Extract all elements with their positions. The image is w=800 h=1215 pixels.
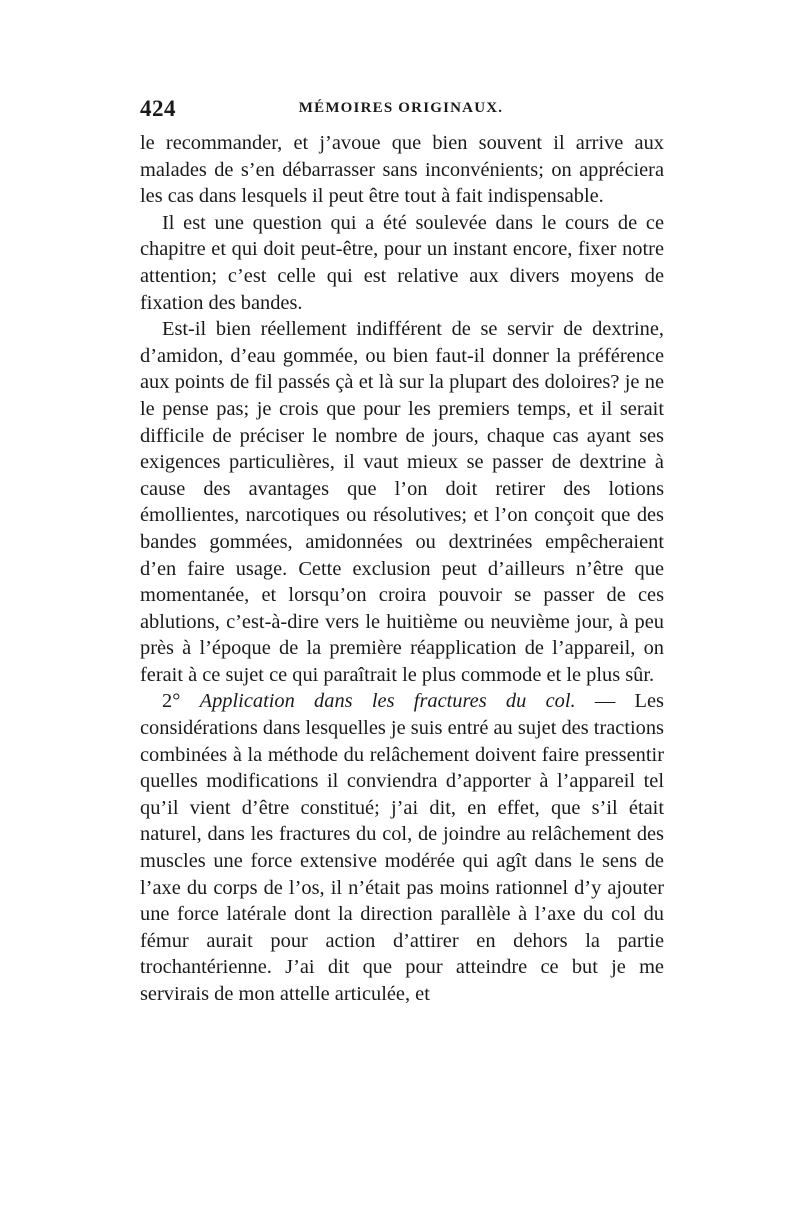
section-number: 2° (162, 690, 181, 713)
page-number: 424 (140, 96, 176, 121)
body-text (140, 130, 664, 1008)
paragraph-3: Est-il bien réellement indifférent de se servir de dextrine, d’amidon, d’eau gommée, ou bien faut-il donner la préférence aux points de fil passés çà et là sur la plupart des doloires? je ne le pense pas; je crois que pour les premiers temps, et il serait difficile de préciser le nombre de jours, chaque cas ayant ses exigences particulières, il vaut mieux se passer de dextrine à cause des avantages que l’on doit retirer des lotions émollientes, narcotiques ou résolutives; et l’on conçoit que des bandes gommées, amidonnées ou dextrinées empêcheraient d’en faire usage. Cette exclusion peut d’ailleurs n’être que momentanée, et lorsqu’on croira pouvoir se passer de ces ablutions, c’est-à-dire vers le huitième ou neuvième jour, à peu près à l’époque de la première réapplication de l’appareil, on ferait à ce sujet ce qui paraîtrait le plus commode et le plus sûr. (140, 318, 664, 686)
paragraph-4 (140, 688, 664, 1007)
paragraph-4-text: — Les considérations dans lesquelles je suis entré au sujet des tractions combinées à la méthode du relâchement doivent faire pressentir quelles modifications il conviendra d’apporter à l’appareil tel qu’il vient d’être constitué; j’ai dit, en effet, que s’il était naturel, dans les fractures du col, de joindre au relâchement des muscles une force extensive modérée qui agît dans le sens de l’axe du corps de l’os, il n’était pas moins rationnel d’y ajouter une force latérale dont la direction parallèle à l’axe du col du fémur aurait pour action d’attirer en dehors la partie trochantérienne. J’ai dit que pour atteindre ce but je me servirais de mon attelle articulée, et (140, 690, 664, 1005)
section-title: Application dans les fractures du col. (199, 690, 576, 713)
page-header (140, 96, 662, 126)
paragraph-2: Il est une question qui a été soulevée dans le cours de ce chapitre et qui doit peut-être, pour un instant encore, fixer notre attention; c’est celle qui est relative aux divers moyens de fixation des bandes. (140, 211, 664, 314)
paragraph-1: le recommander, et j’avoue que bien souvent il arrive aux malades de s’en débarrasser sans inconvénients; on appréciera les cas dans lesquels il peut être tout à fait indispensable. (140, 132, 664, 208)
running-head: MÉMOIRES ORIGINAUX. (298, 100, 504, 116)
